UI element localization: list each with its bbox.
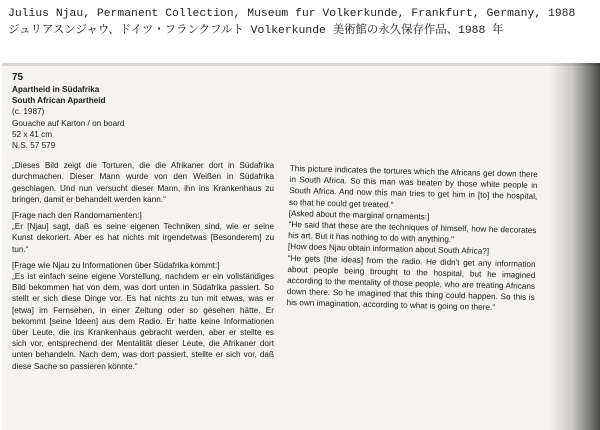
caption-line-japanese: ジュリアスンジャウ、ドイツ・フランクフルト Volkerkunde 美術館の永久保存作品、1988 年 xyxy=(8,25,504,37)
german-paragraph-2: „Er [Njau] sagt, daß es seine eigenen Techniken sind, wie er seine Kunst dekoriert. Aber es hat nichts mit irgendetwas [Besonderem] zu tun.“ xyxy=(12,222,274,254)
english-paragraph-3: "He gets [the ideas] from the radio. He didn't get any information about people being brought to the hospital, but he imagined according to the mentality of those people, who are treating Africans down there. So he imagined that this thing could happen. So this is his own imagination, according to what is going on there." xyxy=(286,253,536,313)
scanned-catalog-page xyxy=(2,63,600,430)
german-column xyxy=(12,72,274,372)
entry-medium: Gouache auf Karton / on board xyxy=(12,118,125,128)
english-question-1: [Asked about the marginal ornaments:] xyxy=(288,208,430,222)
title-english: South African Apartheid xyxy=(12,96,106,106)
title-german: Apartheid in Südafrika xyxy=(12,85,100,94)
german-paragraph-3: „Es ist einfach seine eigene Vorstellung, nachdem er ein vollständiges Bild bekommen hat von dem, was dort unten in Südafrika passiert. So stellt er sich diese Dinge vor. Es hat nichts zu tun mit etwas, was er [etwa] im Fernsehen, in einer Zeitung oder so gesehen hätte. Er bekommt [seine Ideen] aus dem Radio. Er hatte keine Informationen über Leute, die ins Krankenhaus gebracht werden, aber er stellte es sich vor, entsprechend der Mentalität dieser Leute, die Afrikaner dort unten behandeln. Nach dem, was dort passiert, stellte er sich vor, daß diese Sache so passieren könnte.“ xyxy=(12,272,274,371)
english-paragraph-1: This picture indicates the tortures which the Africans get down there in South Africa. So this man was beaten by those white people in South Africa. And now this man tries to get him in [to] the hospital, so that he could get treated." xyxy=(288,163,538,210)
german-question-2: [Frage wie Njau zu Informationen über Südafrika kommt:] xyxy=(12,260,220,270)
english-column xyxy=(286,163,537,315)
entry-date: (c. 1987) xyxy=(12,107,45,117)
english-paragraph-2: "He said that these are the techniques of himself, how he decorates his art. But it has nothing to do with anything." xyxy=(288,219,537,245)
page-edge xyxy=(2,63,600,66)
photo-caption xyxy=(8,6,598,40)
entry-size: 52 x 41 cm xyxy=(12,129,53,139)
entry-number: 75 xyxy=(12,72,24,83)
caption-line-english: Julius Njau, Permanent Collection, Museum fur Volkerkunde, Frankfurt, Germany, 1988 xyxy=(8,8,576,20)
page-gutter-shadow xyxy=(550,63,600,430)
german-paragraph-1: „Dieses Bild zeigt die Torturen, die die Afrikaner dort in Südafrika durchmachen. Dieser Mann wurde von den Weißen in Südafrika geschlagen. Und nun versucht dieser Mann, ihn ins Krankenhaus zu bringen, damit er behandelt werden kann.“ xyxy=(12,161,274,204)
german-question-1: [Frage nach den Randornamenten:] xyxy=(12,211,142,221)
entry-inventory: N.S. 57 579 xyxy=(12,141,56,151)
english-question-2: [How does Njau obtain information about South Africa?] xyxy=(287,242,490,257)
